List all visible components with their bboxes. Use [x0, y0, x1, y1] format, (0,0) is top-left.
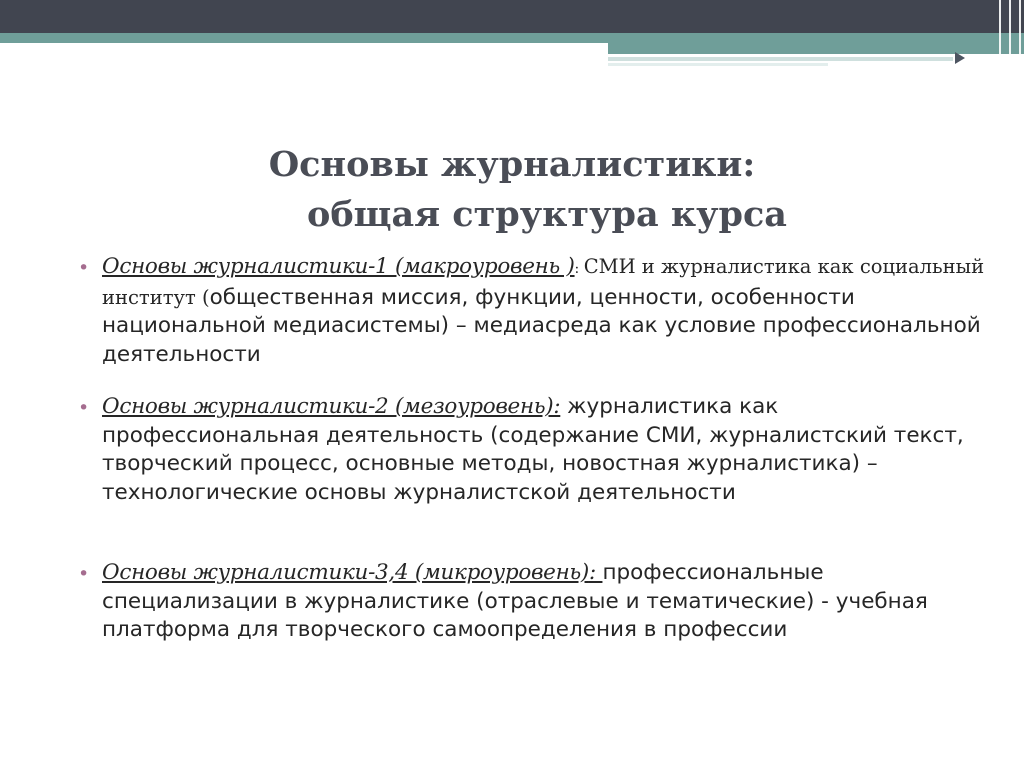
- header-teal-band: [0, 33, 1024, 43]
- list-item: [80, 393, 1000, 535]
- header-divider: [1009, 0, 1011, 66]
- slide-title: [0, 140, 1024, 240]
- arrow-marker-icon: [955, 52, 965, 64]
- slide-title-line1: Основы журналистики:: [268, 144, 756, 185]
- bullet-heading: Основы журналистики-2 (мезоуровень):: [102, 394, 561, 419]
- bullet-lead: СМИ и журналистика как социальный институт (: [102, 255, 985, 309]
- header-pale-line-secondary: [608, 63, 828, 66]
- header-divider: [999, 0, 1001, 66]
- bullet-heading: Основы журналистики-1 (макроуровень ): [102, 254, 575, 279]
- list-item: [80, 253, 1000, 369]
- bullet-text: журналистика как профессиональная деятельность (содержание СМИ, журналистский текст, творческий процесс, основные методы, новостная журналистика) – технологические основы журналистской деятельности: [102, 394, 964, 505]
- bullet-text: профессиональные специализации в журналистике (отраслевые и тематические) - учебная платформа для творческого самоопределения в профессии: [102, 560, 928, 642]
- bullet-separator: :: [574, 261, 584, 277]
- list-item: [80, 559, 1000, 645]
- bullet-icon: •: [78, 563, 90, 585]
- header-dark-band: [0, 0, 1024, 33]
- header-pale-line: [608, 57, 953, 61]
- bullet-text: общественная миссия, функции, ценности, особенности национальной медиасистемы) – медиасреда как условие профессиональной деятельности: [102, 284, 981, 367]
- bullet-icon: •: [78, 397, 90, 419]
- course-structure-list: [80, 253, 1000, 669]
- bullet-icon: •: [78, 257, 90, 279]
- header-divider: [1019, 0, 1021, 66]
- slide-title-line2: общая структура курса: [306, 194, 787, 235]
- bullet-heading: Основы журналистики-3,4 (микроуровень): [102, 560, 589, 585]
- bullet-separator: :: [588, 560, 603, 585]
